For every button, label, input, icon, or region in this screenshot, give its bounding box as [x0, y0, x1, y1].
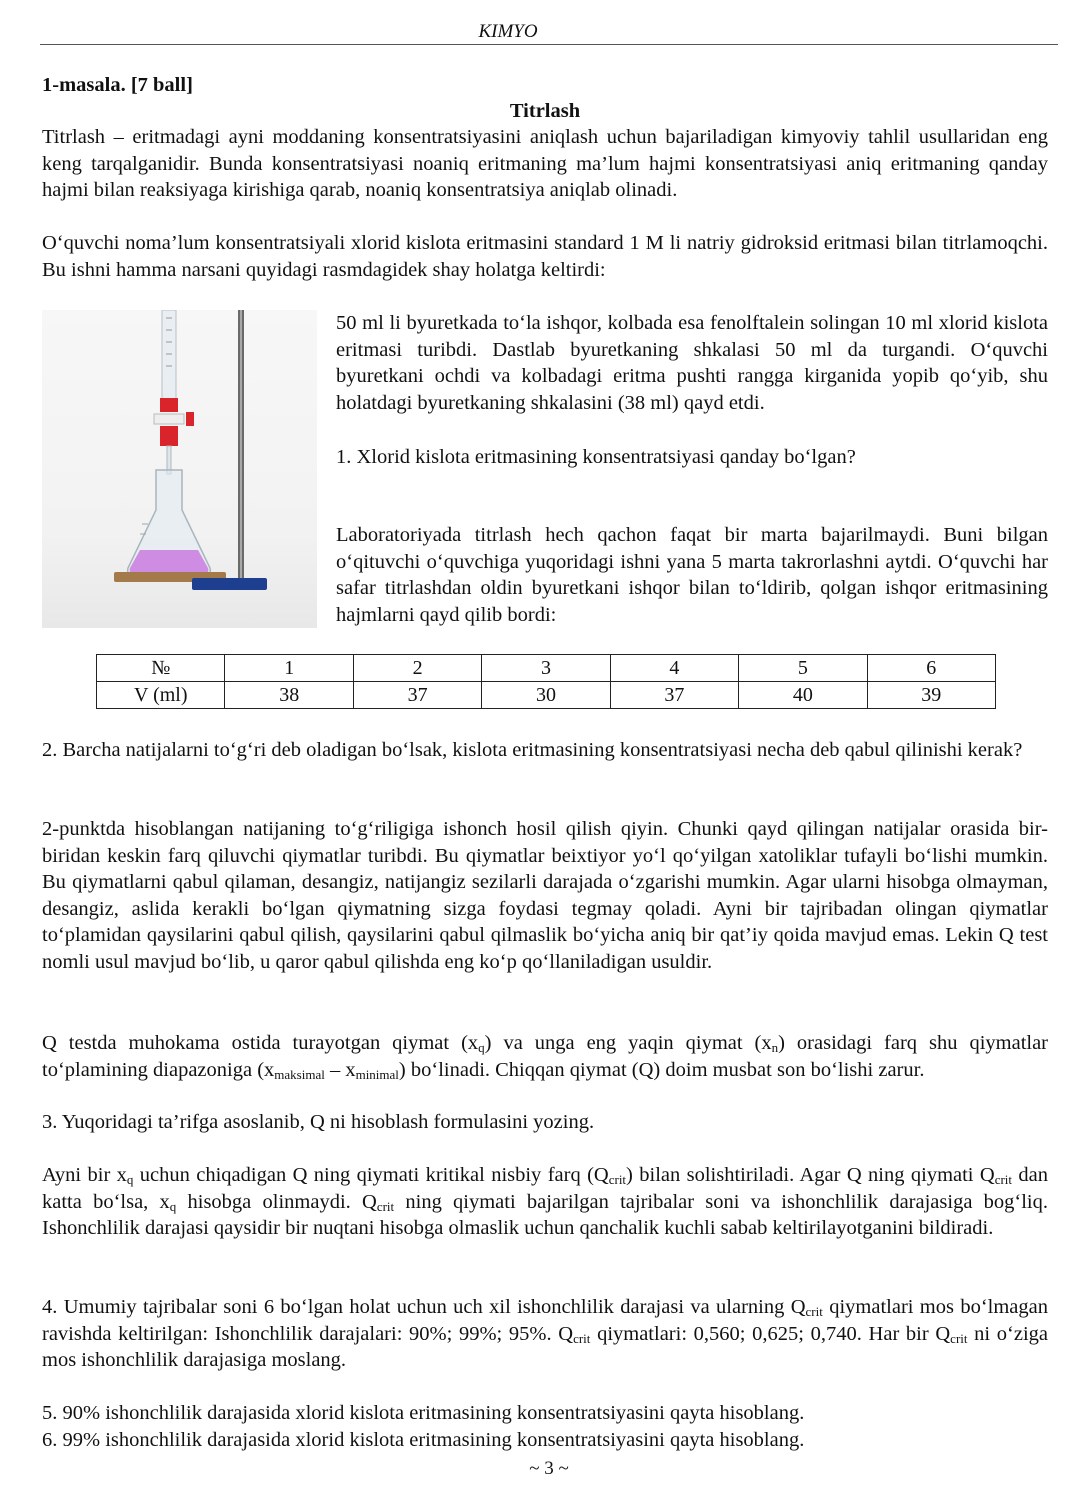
text-run: ) va unga eng yaqin qiymat (x [484, 1032, 772, 1054]
q-definition-paragraph [42, 1030, 1048, 1083]
table-cell: 5 [739, 655, 867, 682]
critical-value-paragraph [42, 1162, 1048, 1242]
question-2: 2. Barcha natijalarni to‘g‘ri deb oladigan bo‘lsak, kislota eritmasining konsentratsiyasi necha deb qabul qilinishi kerak? [42, 739, 1023, 761]
burette-paragraph: 50 ml li byuretkada to‘la ishqor, kolbada esa fenolftalein solingan 10 ml xlorid kislota eritmasi turibdi. Dastlab byuretkaning shkalasi 50 ml da turgandi. O‘quvchi byuretkani ochdi va kolbadagi eritma pushti rangga kirganida yopib qo‘yib, shu holatdagi byuretkaning shkalasini (38 ml) qayd etdi. [336, 312, 1048, 414]
text-run: ) orasidagi farq shu qiymatlar to‘plamining diapazoniga (x [42, 1032, 1049, 1081]
table-cell: V (ml) [97, 682, 225, 709]
text-run: ) bo‘linadi. Chiqqan qiymat (Q) doim musbat son bo‘lishi zarur. [398, 1058, 925, 1081]
table-cell: 4 [610, 655, 738, 682]
subscript: crit [994, 1172, 1013, 1187]
question-3: 3. Yuqoridagi ta’rifga asoslanib, Q ni hisoblash formulasini yozing. [42, 1111, 595, 1133]
table-cell: 39 [867, 682, 995, 709]
problem-title: 1-masala. [7 ball] [42, 74, 193, 96]
text-run: qiymatlari: 0,560; 0,625; 0,740. Har bir Q [590, 1322, 951, 1345]
subscript: q [126, 1172, 134, 1187]
table-cell: 37 [610, 682, 738, 709]
table-cell: 1 [225, 655, 353, 682]
section-title: Titrlash [509, 100, 581, 122]
table-cell: 38 [225, 682, 353, 709]
volume-table [96, 654, 996, 709]
subscript: crit [805, 1304, 823, 1319]
text-run: Q testda muhokama ostida turayotgan qiymat (x [42, 1032, 479, 1054]
table-cell: 6 [867, 655, 995, 682]
text-run: 4. Umumiy tajribalar soni 6 bo‘lgan holat uchun uch xil ishonchlilik darajasi va ularning Q [42, 1296, 806, 1318]
table-cell: № [97, 655, 225, 682]
repeat-paragraph: Laboratoriyada titrlash hech qachon faqat bir marta bajarilmaydi. Buni bilgan o‘qituvchi o‘quvchiga yuqoridagi ishni yana 5 marta takrorlashni aytdi. O‘quvchi har safar titrlashdan oldin byuretkani ishqor bilan to‘ldirib, qolgan ishqor eritmasining hajmlarni qayd qilib bordi: [336, 524, 1048, 626]
header-rule [40, 44, 1058, 45]
text-run: hisobga olinmaydi. Q [176, 1190, 377, 1213]
subscript: n [771, 1040, 779, 1055]
subscript: q [478, 1040, 485, 1055]
subscript: crit [573, 1330, 591, 1346]
text-run: – x [324, 1058, 356, 1081]
question-4 [42, 1294, 1048, 1374]
setup-paragraph: O‘quvchi noma’lum konsentratsiyali xlorid kislota eritmasini standard 1 M li natriy gidroksid eritmasi bilan titrlamoqchi. Bu ishni hamma narsani quyidagi rasmdagidek shay holatga keltirdi: [42, 232, 1048, 281]
page-number: ~ 3 ~ [529, 1458, 569, 1479]
subscript: crit [376, 1198, 395, 1214]
text-run: Ayni bir x [42, 1164, 127, 1186]
table-cell: 3 [482, 655, 610, 682]
text-run: ni o‘ziga mos ishonchlilik darajasiga moslang. [42, 1322, 1048, 1372]
subscript: maksimal [274, 1066, 325, 1082]
burette-flask-illustration [42, 310, 317, 628]
titration-setup-image [42, 310, 317, 628]
question-6: 6. 99% ishonchlilik darajasida xlorid kislota eritmasining konsentratsiyasini qayta hisoblang. [42, 1429, 805, 1451]
table-cell: 30 [482, 682, 610, 709]
text-run: qiymatlari mos bo‘lmagan ravishda keltirilgan: Ishonchlilik darajalari: 90%; 99%; 95%. Q [42, 1296, 1048, 1345]
subscript: minimal [355, 1066, 399, 1082]
text-run: dan katta bo‘lsa, x [42, 1164, 1048, 1213]
subscript: crit [608, 1172, 627, 1187]
table-cell: 37 [353, 682, 481, 709]
text-run: ning qiymati bajarilgan tajribalar soni va ishonchlilik darajasiga bog‘liq. Ishonchlilik darajasi qaysidir bir nuqtani hisobga olmaslik uchun qanchalik kuchli sabab keltirilayotganini bildiradi. [42, 1190, 1048, 1240]
table-cell: 40 [739, 682, 867, 709]
question-1: 1. Xlorid kislota eritmasining konsentratsiyasi qanday bo‘lgan? [336, 446, 856, 468]
subscript: crit [950, 1330, 968, 1346]
table-row [97, 682, 996, 709]
subscript: q [169, 1198, 177, 1214]
table-row [97, 655, 996, 682]
intro-paragraph: Titrlash – eritmadagi ayni moddaning konsentratsiyasini aniqlash uchun bajariladigan kimyoviy tahlil usullaridan eng keng tarqalganidir. Bunda konsentratsiyasi noaniq eritmaning ma’lum hajmi konsentratsiyasi aniq eritmaning qanday hajmi bilan reaksiyaga kirishiga qarab, noaniq konsentratsiya aniqlab olinadi. [42, 126, 1048, 202]
question-5: 5. 90% ishonchlilik darajasida xlorid kislota eritmasining konsentratsiyasini qayta hisoblang. [42, 1402, 805, 1424]
table-cell: 2 [353, 655, 481, 682]
page-header: KIMYO [478, 21, 538, 42]
text-run: ) bilan solishtiriladi. Agar Q ning qiymati Q [626, 1164, 995, 1186]
text-run: uchun chiqadigan Q ning qiymati kritikal nisbiy farq (Q [133, 1164, 609, 1186]
q-test-paragraph: 2-punktda hisoblangan natijaning to‘g‘riligiga ishonch hosil qilish qiyin. Chunki qayd qilingan natijalar orasida bir-biridan keskin farq qiluvchi qiymatlar turibdi. Bu qiymatlar beixtiyor yo‘l qo‘yilgan xatoliklar tufayli bo‘lishi mumkin. Bu qiymatlarni qabul qilaman, desangiz, natijangiz sezilarli darajada o‘zgarishi mumkin. Agar ularni hisobga olmayman, desangiz, aslida kerakli bo‘lgan qiymatning sizga foydasi tegmay qoladi. Ayni bir tajribadan olingan qiymatlar to‘plamidan qaysilarini qabul qilish, qaysilarini qabul qilmaslik bo‘yicha aniq bir qat’iy qoida mavjud emas. Lekin Q test nomli usul mavjud bo‘lib, u qaror qabul qilishda eng ko‘p qo‘llaniladigan usuldir. [42, 818, 1048, 973]
